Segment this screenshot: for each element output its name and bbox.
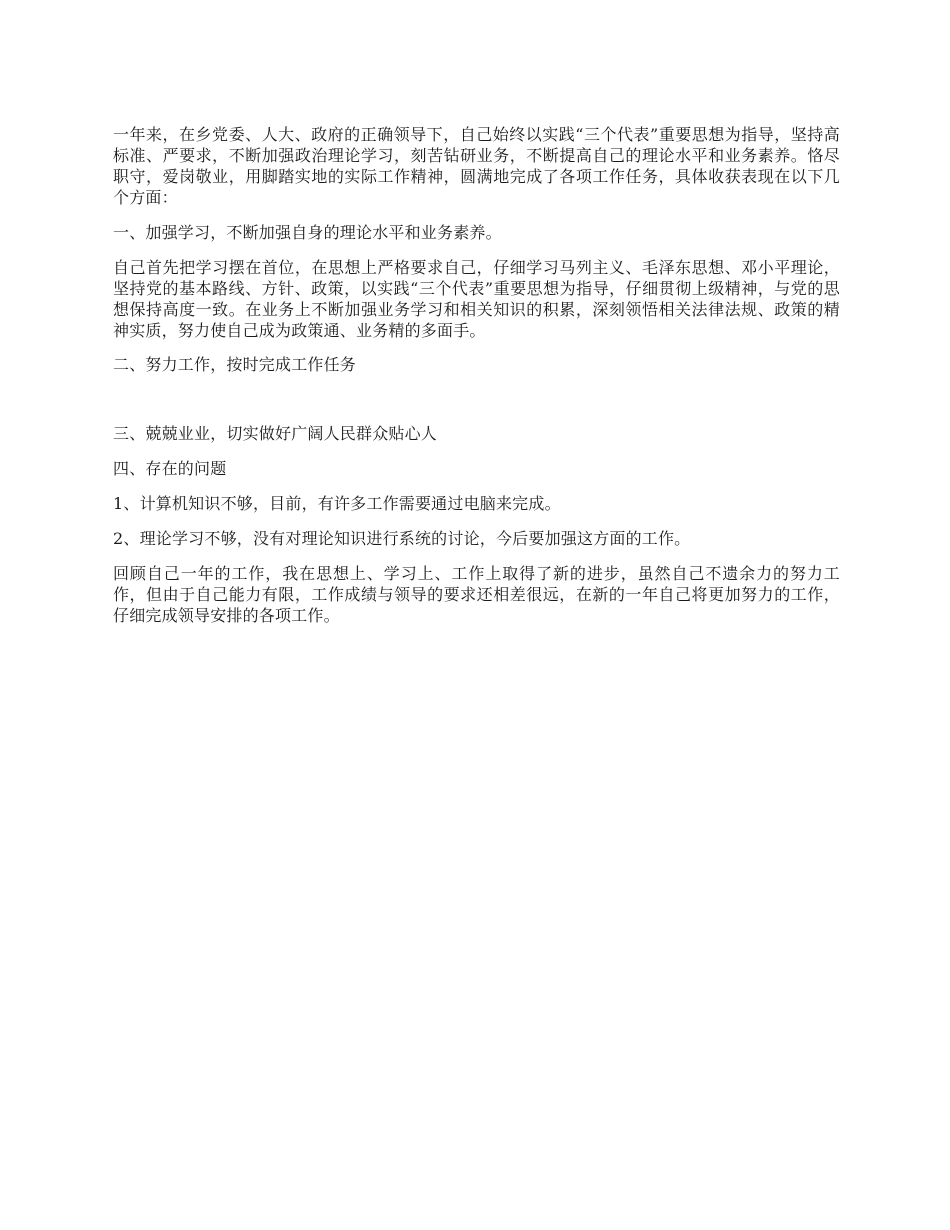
section-heading-4: 四、存在的问题 (113, 459, 227, 478)
section-1-paragraph: 自己首先把学习摆在首位，在思想上严格要求自己，仔细学习马列主义、毛泽东思想、邓小平理论，坚持党的基本路线、方针、政策，以实践“三个代表”重要思想为指导，仔细贯彻上级精神，与党的思想保持高度一致。在业务上不断加强业务学习和相关知识的积累，深刻领悟相关法律法规、政策的精神实质，努力使自己成为政策通、业务精的多面手。 (113, 258, 840, 340)
issue-item-2: 2、理论学习不够，没有对理论知识进行系统的讨论，今后要加强这方面的工作。 (113, 529, 691, 548)
section-heading-1: 一、加强学习，不断加强自身的理论水平和业务素养。 (113, 223, 502, 242)
intro-paragraph: 一年来，在乡党委、人大、政府的正确领导下，自己始终以实践“三个代表”重要思想为指导，坚持高标准、严要求，不断加强政治理论学习，刻苦钻研业务，不断提高自己的理论水平和业务素养。恪尽职守，爱岗敬业，用脚踏实地的实际工作精神，圆满地完成了各项工作任务，具体收获表现在以下几个方面： (113, 125, 840, 207)
issue-item-1: 1、计算机知识不够，目前，有许多工作需要通过电脑来完成。 (113, 494, 561, 513)
section-heading-3: 三、兢兢业业，切实做好广阔人民群众贴心人 (113, 424, 438, 443)
section-heading-2: 二、努力工作，按时完成工作任务 (113, 355, 357, 374)
conclusion-paragraph: 回顾自己一年的工作，我在思想上、学习上、工作上取得了新的进步，虽然自己不遗余力的努力工作，但由于自己能力有限，工作成绩与领导的要求还相差很远，在新的一年自己将更加努力的工作，仔细完成领导安排的各项工作。 (113, 564, 840, 625)
document-body (113, 124, 840, 626)
